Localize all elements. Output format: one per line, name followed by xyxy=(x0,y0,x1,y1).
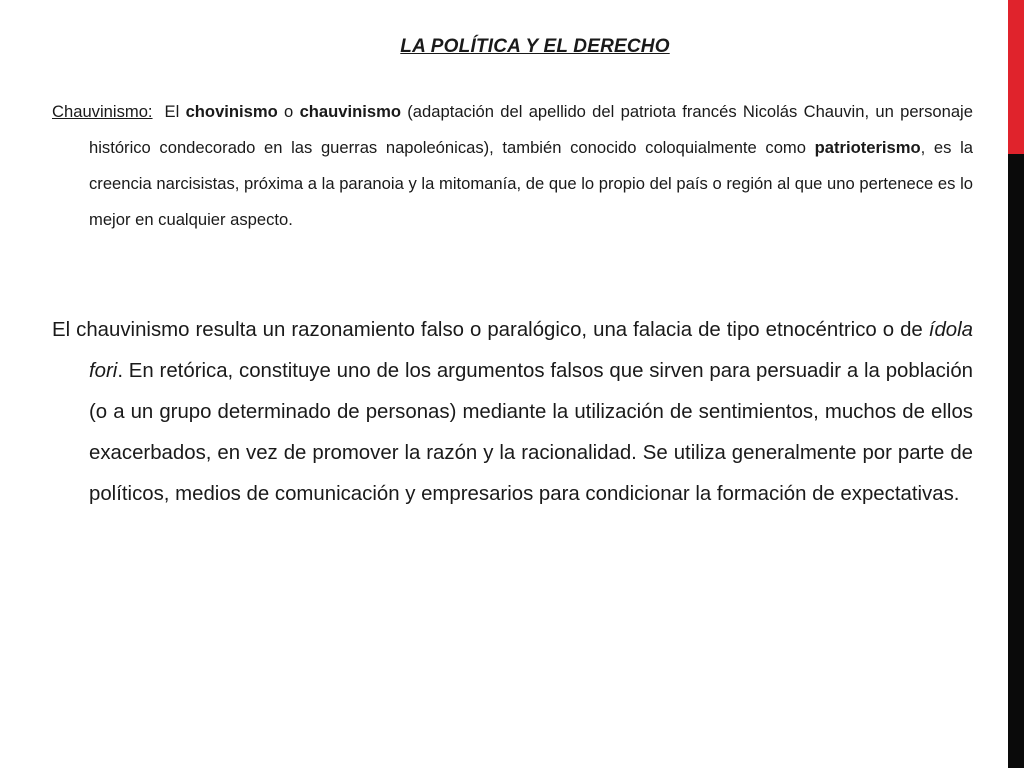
text-run: , es la creencia narcisistas, próxima a la paranoia y la mitomanía, de que lo propio del país o región al que uno pertenece es lo mejor en cualquier aspecto. xyxy=(89,138,973,229)
slide-title: LA POLÍTICA Y EL DERECHO xyxy=(400,36,670,57)
accent-stripe-black xyxy=(1008,154,1024,768)
text-run: El chauvinismo resulta un razonamiento falso o paralógico, una falacia de tipo etnocéntrico o de xyxy=(52,319,929,341)
term-label: Chauvinismo: xyxy=(52,102,153,121)
text-run: (adaptación del apellido del patriota francés Nicolás Chauvin, un personaje histórico condecorado en las guerras napoleónicas), también conocido coloquialmente como xyxy=(89,102,973,157)
explanation-paragraph xyxy=(52,310,973,515)
term-patrioterismo: patrioterismo xyxy=(814,138,921,157)
term-chauvinismo: chauvinismo xyxy=(299,102,401,121)
text-run: . En retórica, constituye uno de los argumentos falsos que sirven para persuadir a la población (o a un grupo determinado de personas) mediante la utilización de sentimientos, muchos de ellos exacerbados, en vez de promover la razón y la racionalidad. Se utiliza generalmente por parte de políticos, medios de comunicación y empresarios para condicionar la formación de expectativas. xyxy=(89,360,973,505)
definition-paragraph xyxy=(52,94,973,238)
term-idola-fori: ídola fori xyxy=(89,319,973,382)
term-chovinismo: chovinismo xyxy=(185,102,278,121)
accent-stripe-red xyxy=(1008,0,1024,154)
text-run: o xyxy=(277,102,300,121)
text-run: El xyxy=(164,102,186,121)
